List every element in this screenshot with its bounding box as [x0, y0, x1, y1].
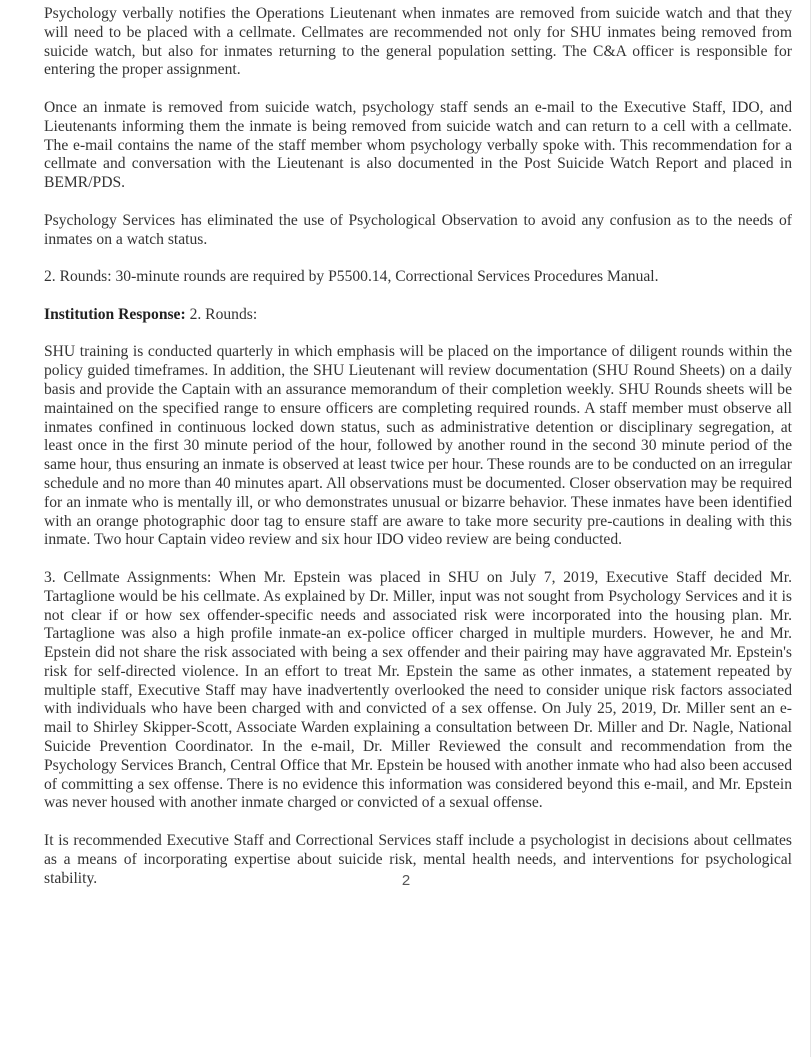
paragraph-email-notification: Once an inmate is removed from suicide watch, psychology staff sends an e-mail to the Executive Staff, IDO, and Lieutenants informing them the inmate is being removed from suicide watch and can return to a cell with a cellmate. The e-mail contains the name of the staff member whom psychology verbally spoke with. This recommendation for a cellmate and conversation with the Lieutenant is also documented in the Post Suicide Watch Report and placed in BEMR/PDS. — [44, 98, 792, 192]
paragraph-cellmate-assignments: 3. Cellmate Assignments: When Mr. Epstein was placed in SHU on July 7, 2019, Executive Staff decided Mr. Tartaglione would be his cellmate. As explained by Dr. Miller, input was not sought from Psychology Services and it is not clear if or how sex offender-specific needs and associated risk were incorporated into the housing plan. Mr. Tartaglione was also a high profile inmate-an ex-police officer charged in multiple murders. However, he and Mr. Epstein did not share the risk associated with being a sex offender and their pairing may have aggravated Mr. Epstein's risk for self-directed violence. In an effort to treat Mr. Epstein the same as other inmates, a statement repeated by multiple staff, Executive Staff may have inadvertently overlooked the need to consider unique risk factors associated with individuals who have been charged with and convicted of a sex offense. On July 25, 2019, Dr. Miller sent an e-mail to Shirley Skipper-Scott, Associate Warden explaining a consultation between Dr. Miller and Dr. Nagle, National Suicide Prevention Coordinator. In the e-mail, Dr. Miller Reviewed the consult and recommendation from the Psychology Services Branch, Central Office that Mr. Epstein be housed with another inmate who had also been accused of committing a sex offense. There is no evidence this information was considered beyond this e-mail, and Mr. Epstein was never housed with another inmate charged or convicted of a sexual offense. — [44, 568, 792, 812]
paragraph-rounds-finding: 2. Rounds: 30-minute rounds are required by P5500.14, Correctional Services Procedures Manual. — [44, 268, 659, 286]
document-page — [44, 5, 792, 907]
page-edge-divider — [810, 0, 811, 1057]
paragraph-shu-training: SHU training is conducted quarterly in which emphasis will be placed on the importance of diligent rounds within the policy guided timeframes. In addition, the SHU Lieutenant will review documentation (SHU Round Sheets) on a daily basis and provide the Captain with an assurance memorandum of their completion weekly. SHU Rounds sheets will be maintained on the specified range to ensure officers are completing required rounds. A staff member must observe all inmates confined in continuous locked down status, such as administrative detention or disciplinary segregation, at least once in the first 30 minute period of the hour, followed by another round in the second 30 minute period of the same hour, thus ensuring an inmate is observed at least twice per hour. These rounds are to be conducted on an irregular schedule and no more than 40 minutes apart. All observations must be documented. Closer observation may be required for an inmate who is mentally ill, or who demonstrates unusual or bizarre behavior. These inmates have been identified with an orange photographic door tag to ensure staff are aware to take more security pre-cautions in dealing with this inmate. Two hour Captain video review and six hour IDO video review are being conducted. — [44, 343, 792, 549]
institution-response-heading — [44, 306, 792, 325]
page-number: 2 — [401, 872, 411, 889]
paragraph-cellmate-notification: Psychology verbally notifies the Operations Lieutenant when inmates are removed from suicide watch and that they will need to be placed with a cellmate. Cellmates are recommended not only for SHU inmates being removed from suicide watch, but also for inmates returning to the general population setting. The C&A officer is responsible for entering the proper assignment. — [44, 5, 792, 79]
paragraph-recommendation: It is recommended Executive Staff and Correctional Services staff include a psychologist in decisions about cellmates as a means of incorporating expertise about suicide risk, mental health needs, and interventions for psychological stability. — [44, 832, 792, 887]
institution-response-label: Institution Response: — [44, 305, 186, 323]
paragraph-psych-observation: Psychology Services has eliminated the use of Psychological Observation to avoid any confusion as to the needs of inmates on a watch status. — [44, 211, 792, 248]
institution-response-topic: 2. Rounds: — [185, 305, 258, 323]
